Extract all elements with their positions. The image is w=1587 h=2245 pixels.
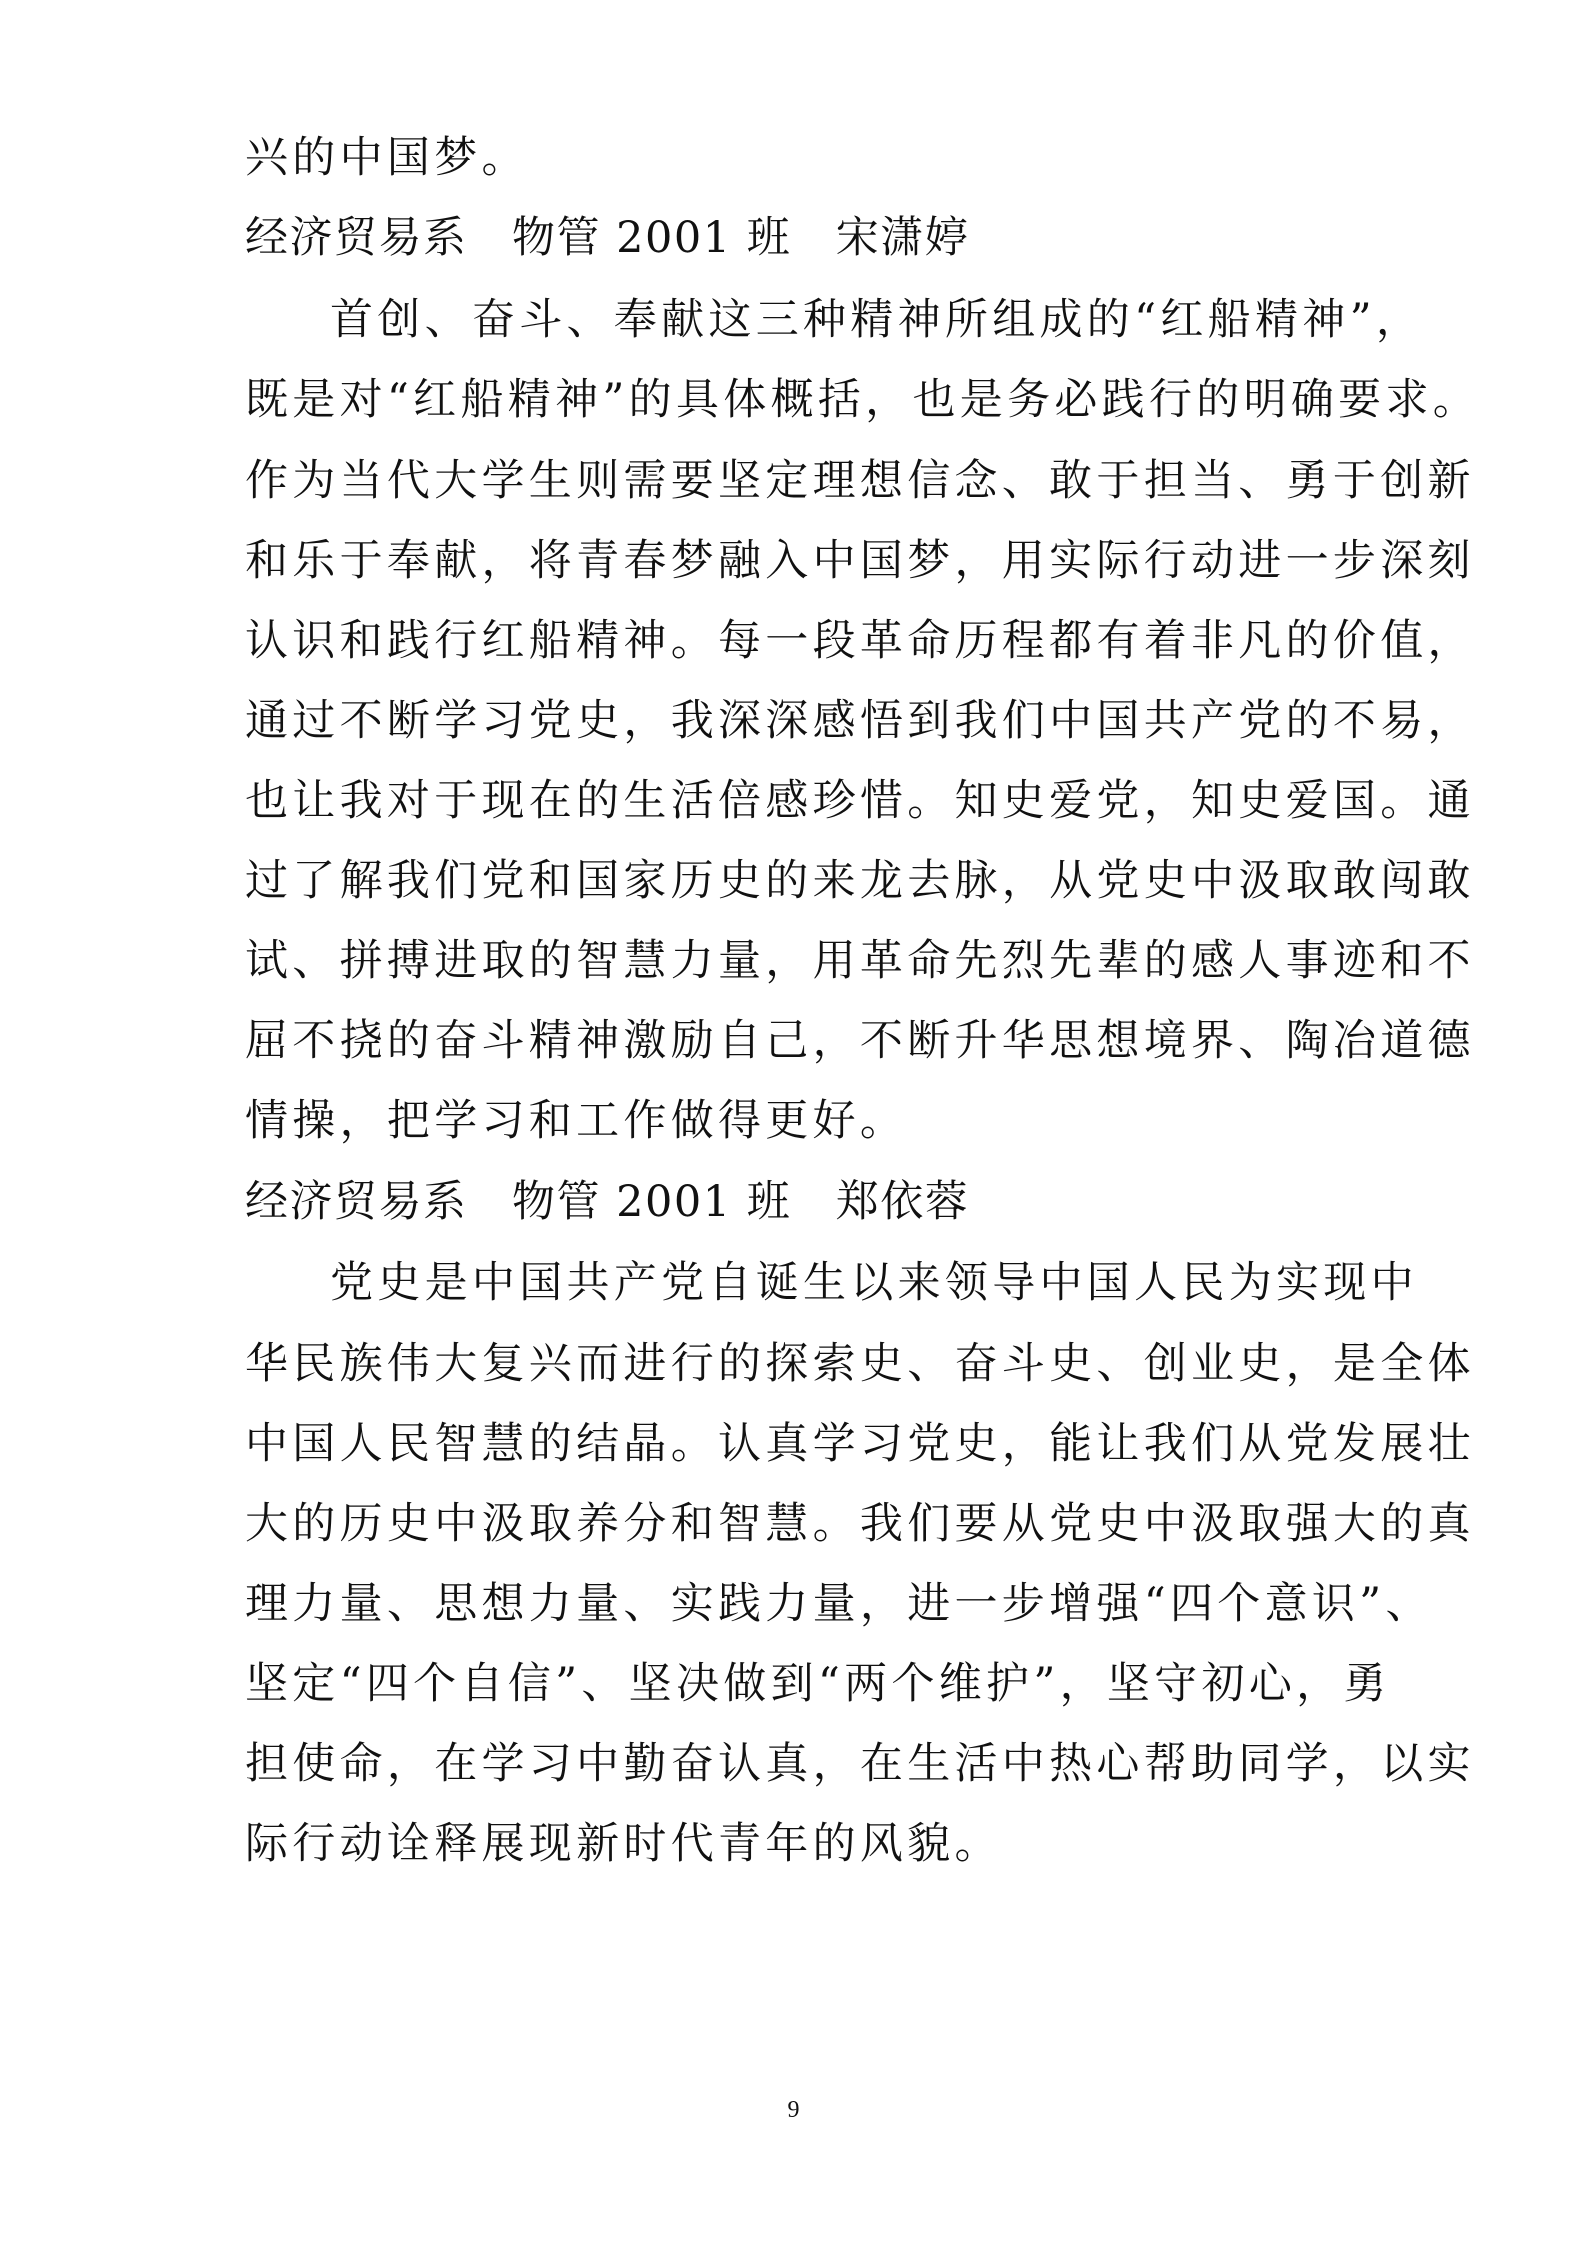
paragraph-line: 作为当代大学生则需要坚定理想信念、敢于担当、勇于创新 [245, 456, 1475, 506]
paragraph-line: 也让我对于现在的生活倍感珍惜。知史爱党，知史爱国。通 [245, 776, 1475, 826]
paragraph-line: 认识和践行红船精神。每一段革命历程都有着非凡的价值， [245, 616, 1475, 666]
paragraph-line: 华民族伟大复兴而进行的探索史、奋斗史、创业史，是全体 [245, 1339, 1475, 1389]
paragraph-line: 和乐于奉献，将青春梦融入中国梦，用实际行动进一步深刻 [245, 536, 1475, 586]
paragraph-line: 中国人民智慧的结晶。认真学习党史，能让我们从党发展壮 [245, 1419, 1475, 1469]
paragraph-line: 坚定“四个自信”、坚决做到“两个维护”，坚守初心，勇 [245, 1659, 1391, 1709]
paragraph-line: 理力量、思想力量、实践力量，进一步增强“四个意识”、 [245, 1579, 1433, 1629]
paragraph-line: 过了解我们党和国家历史的来龙去脉，从党史中汲取敢闯敢 [245, 856, 1475, 906]
paragraph-line: 兴的中国梦。 [245, 133, 529, 183]
paragraph-line: 屈不挠的奋斗精神激励自己，不断升华思想境界、陶冶道德 [245, 1016, 1475, 1066]
section-heading: 经济贸易系 物管 2001 班 宋潇婷 [245, 213, 970, 263]
paragraph-line: 担使命，在学习中勤奋认真，在生活中热心帮助同学，以实 [245, 1739, 1475, 1789]
paragraph-line: 通过不断学习党史，我深深感悟到我们中国共产党的不易， [245, 696, 1475, 746]
paragraph-line: 情操，把学习和工作做得更好。 [245, 1096, 908, 1146]
section-heading: 经济贸易系 物管 2001 班 郑依蓉 [245, 1177, 970, 1227]
paragraph-line: 际行动诠释展现新时代青年的风貌。 [245, 1819, 1002, 1869]
paragraph-line: 试、拼搏进取的智慧力量，用革命先烈先辈的感人事迹和不 [245, 936, 1475, 986]
paragraph-line: 首创、奋斗、奉献这三种精神所组成的“红船精神”， [330, 295, 1424, 345]
paragraph-line: 党史是中国共产党自诞生以来领导中国人民为实现中 [330, 1258, 1418, 1308]
page-number: 9 [787, 2097, 800, 2123]
paragraph-line: 大的历史中汲取养分和智慧。我们要从党史中汲取强大的真 [245, 1499, 1475, 1549]
paragraph-line: 既是对“红船精神”的具体概括，也是务必践行的明确要求。 [245, 375, 1481, 425]
